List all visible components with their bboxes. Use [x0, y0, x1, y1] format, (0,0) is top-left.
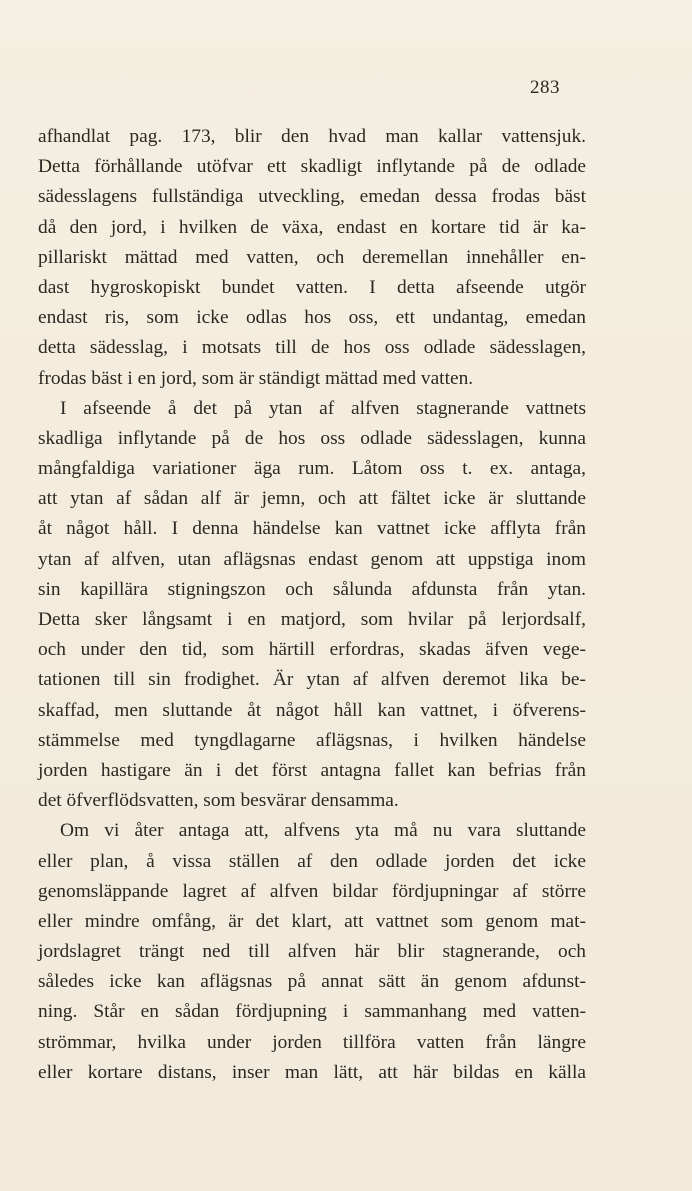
text-line: Om vi åter antaga att, alfvens yta må nu vara sluttande: [60, 820, 586, 842]
text-line: eller mindre omfång, är det klart, att vattnet som genom mat-: [38, 910, 586, 932]
text-line: jorden hastigare än i det först antagna fallet kan befrias från: [38, 759, 586, 781]
text-line: det öfverflödsvatten, som besvärar densamma.: [38, 790, 399, 812]
text-line: dast hygroskopiskt bundet vatten. I detta afseende utgör: [38, 276, 586, 298]
text-line: pillariskt mättad med vatten, och deremellan innehåller en-: [38, 246, 586, 268]
text-line: Detta sker långsamt i en matjord, som hvilar på lerjordsalf,: [38, 609, 586, 630]
text-line: Detta förhållande utöfvar ett skadligt inflytande på de odlade: [38, 156, 586, 178]
text-line: endast ris, som icke odlas hos oss, ett undantag, emedan: [38, 307, 586, 329]
text-line: således icke kan aflägsnas på annat sätt än genom afdunst-: [38, 971, 586, 993]
text-line: mångfaldiga variationer äga rum. Låtom oss t. ex. antaga,: [38, 458, 586, 480]
text-line: afhandlat pag. 173, blir den hvad man kallar vattensjuk.: [38, 126, 586, 147]
text-line: då den jord, i hvilken de växa, endast en kortare tid är ka-: [38, 216, 586, 238]
text-line: frodas bäst i en jord, som är ständigt mättad med vatten.: [38, 367, 474, 389]
text-line: genomsläppande lagret af alfven bildar fördjupningar af större: [38, 880, 586, 902]
text-line: strömmar, hvilka under jorden tillföra vatten från längre: [38, 1031, 586, 1053]
text-line: och under den tid, som härtill erfordras, skadas äfven vege-: [38, 639, 586, 661]
text-line: eller kortare distans, inser man lätt, att här bildas en källa: [38, 1061, 586, 1083]
text-line: jordslagret trängt ned till alfven här blir stagnerande, och: [38, 941, 586, 963]
text-line: I afseende å det på ytan af alfven stagnerande vattnets: [60, 397, 586, 419]
text-line: sin kapillära stigningszon och sålunda afdunsta från ytan.: [38, 578, 586, 600]
text-line: tationen till sin frodighet. Är ytan af alfven deremot lika be-: [38, 669, 586, 691]
text-line: stämmelse med tyngdlagarne aflägsnas, i hvilken händelse: [38, 729, 586, 751]
body-text: [38, 122, 586, 1088]
text-line: att ytan af sådan alf är jemn, och att fältet icke är sluttande: [38, 488, 586, 510]
text-line: skadliga inflytande på de hos oss odlade sädesslagen, kunna: [38, 427, 586, 449]
page-number: 283: [530, 77, 560, 98]
text-line: ytan af alfven, utan aflägsnas endast genom att uppstiga inom: [38, 548, 586, 570]
text-line: eller plan, å vissa ställen af den odlade jorden det icke: [38, 850, 586, 872]
text-line: skaffad, men sluttande åt något håll kan vattnet, i öfverens-: [38, 699, 586, 721]
text-line: detta sädesslag, i motsats till de hos oss odlade sädesslagen,: [38, 337, 586, 359]
text-line: ning. Står en sådan fördjupning i sammanhang med vatten-: [38, 1001, 586, 1023]
text-line: åt något håll. I denna händelse kan vattnet icke afflyta från: [38, 518, 586, 540]
text-line: sädesslagens fullständiga utveckling, emedan dessa frodas bäst: [38, 186, 586, 208]
